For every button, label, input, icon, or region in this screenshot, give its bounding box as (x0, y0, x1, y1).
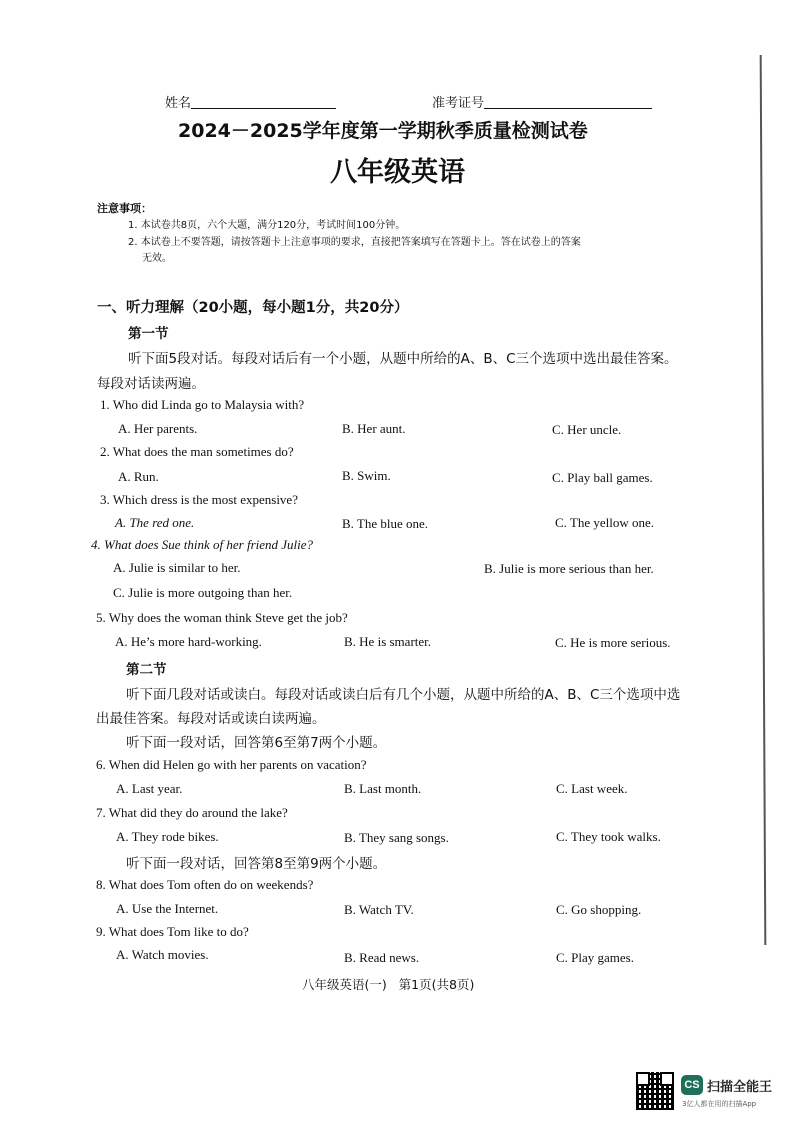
q1-option-a: A. Her parents. (118, 421, 198, 436)
q7-option-a: A. They rode bikes. (116, 829, 219, 844)
question-1: 1. Who did Linda go to Malaysia with? (100, 397, 305, 412)
name-field (165, 92, 336, 111)
q8-option-b: B. Watch TV. (344, 902, 414, 917)
q7-option-b: B. They sang songs. (344, 830, 449, 845)
qr-code-icon (636, 1072, 674, 1110)
page-edge-shadow (760, 55, 767, 945)
part-2-instruction: 听下面几段对话或读白。每段对话或读白后有几个小题，从题中所给的A、B、C三个选项中选 (126, 687, 681, 703)
section-1-heading: 一、听力理解（20小题，每小题1分，共20分） (97, 300, 409, 316)
name-blank-line (191, 96, 336, 109)
question-6: 6. When did Helen go with her parents on vacation? (96, 757, 367, 772)
q5-option-b: B. He is smarter. (344, 634, 432, 649)
q1-option-b: B. Her aunt. (342, 421, 406, 436)
exam-id-field (432, 92, 652, 111)
page-footer: 八年级英语(一) 第1页(共8页) (302, 977, 475, 992)
q1-option-c: C. Her uncle. (552, 422, 622, 437)
watermark-tagline: 3亿人都在用的扫描App (682, 1100, 757, 1108)
q2-option-b: B. Swim. (342, 468, 391, 483)
q8-option-a: A. Use the Internet. (116, 901, 219, 916)
exam-id-label: 准考证号 (432, 96, 485, 111)
q9-option-c: C. Play games. (556, 950, 634, 965)
part-2-instruction-cont: 出最佳答案。每段对话或读白读两遍。 (96, 711, 326, 727)
exam-title: 2024－2025学年度第一学期秋季质量检测试卷 (178, 120, 588, 142)
notes-item-1: 1. 本试卷共8页，六个大题，满分120分，考试时间100分钟。 (128, 220, 406, 231)
q6-option-b: B. Last month. (344, 781, 422, 796)
dialog-2-instruction: 听下面一段对话，回答第8至第9两个小题。 (126, 856, 387, 872)
q5-option-c: C. He is more serious. (555, 635, 671, 650)
q3-option-b: B. The blue one. (342, 516, 429, 531)
question-8: 8. What does Tom often do on weekends? (96, 877, 314, 892)
q6-option-c: C. Last week. (556, 781, 628, 796)
name-label: 姓名 (165, 96, 192, 111)
question-5: 5. Why does the woman think Steve get the job? (96, 610, 348, 625)
q3-option-c: C. The yellow one. (555, 515, 655, 530)
q4-option-b: B. Julie is more serious than her. (484, 561, 654, 576)
question-4: 4. What does Sue think of her friend Julie? (91, 537, 314, 552)
notes-item-2: 2. 本试卷上不要答题，请按答题卡上注意事项的要求，直接把答案填写在答题卡上。答在试卷上的答案 (128, 237, 581, 248)
q5-option-a: A. He’s more hard-working. (115, 634, 262, 649)
q4-option-a: A. Julie is similar to her. (113, 560, 241, 575)
question-7: 7. What did they do around the lake? (96, 805, 288, 820)
q4-option-c: C. Julie is more outgoing than her. (113, 585, 293, 600)
camscanner-logo-icon: CS (681, 1075, 703, 1095)
q8-option-c: C. Go shopping. (556, 902, 642, 917)
q2-option-a: A. Run. (118, 469, 159, 484)
exam-id-blank-line (484, 96, 652, 109)
notes-heading: 注意事项： (97, 202, 152, 215)
q2-option-c: C. Play ball games. (552, 470, 653, 485)
part-2-label: 第二节 (126, 662, 167, 678)
part-1-instruction: 听下面5段对话。每段对话后有一个小题，从题中所给的A、B、C三个选项中选出最佳答案。 (128, 351, 678, 367)
question-9: 9. What does Tom like to do? (96, 924, 249, 939)
watermark-app-name: 扫描全能王 (707, 1080, 773, 1095)
q3-option-a: A. The red one. (115, 515, 195, 530)
q6-option-a: A. Last year. (116, 781, 183, 796)
part-1-instruction-cont: 每段对话读两遍。 (97, 376, 205, 392)
dialog-1-instruction: 听下面一段对话，回答第6至第7两个小题。 (126, 735, 387, 751)
notes-item-2-cont: 无效。 (142, 253, 172, 264)
exam-subtitle: 八年级英语 (330, 157, 465, 188)
question-2: 2. What does the man sometimes do? (100, 444, 294, 459)
q9-option-b: B. Read news. (344, 950, 420, 965)
part-1-label: 第一节 (128, 326, 169, 342)
q9-option-a: A. Watch movies. (116, 947, 209, 962)
q7-option-c: C. They took walks. (556, 829, 661, 844)
question-3: 3. Which dress is the most expensive? (100, 492, 298, 507)
